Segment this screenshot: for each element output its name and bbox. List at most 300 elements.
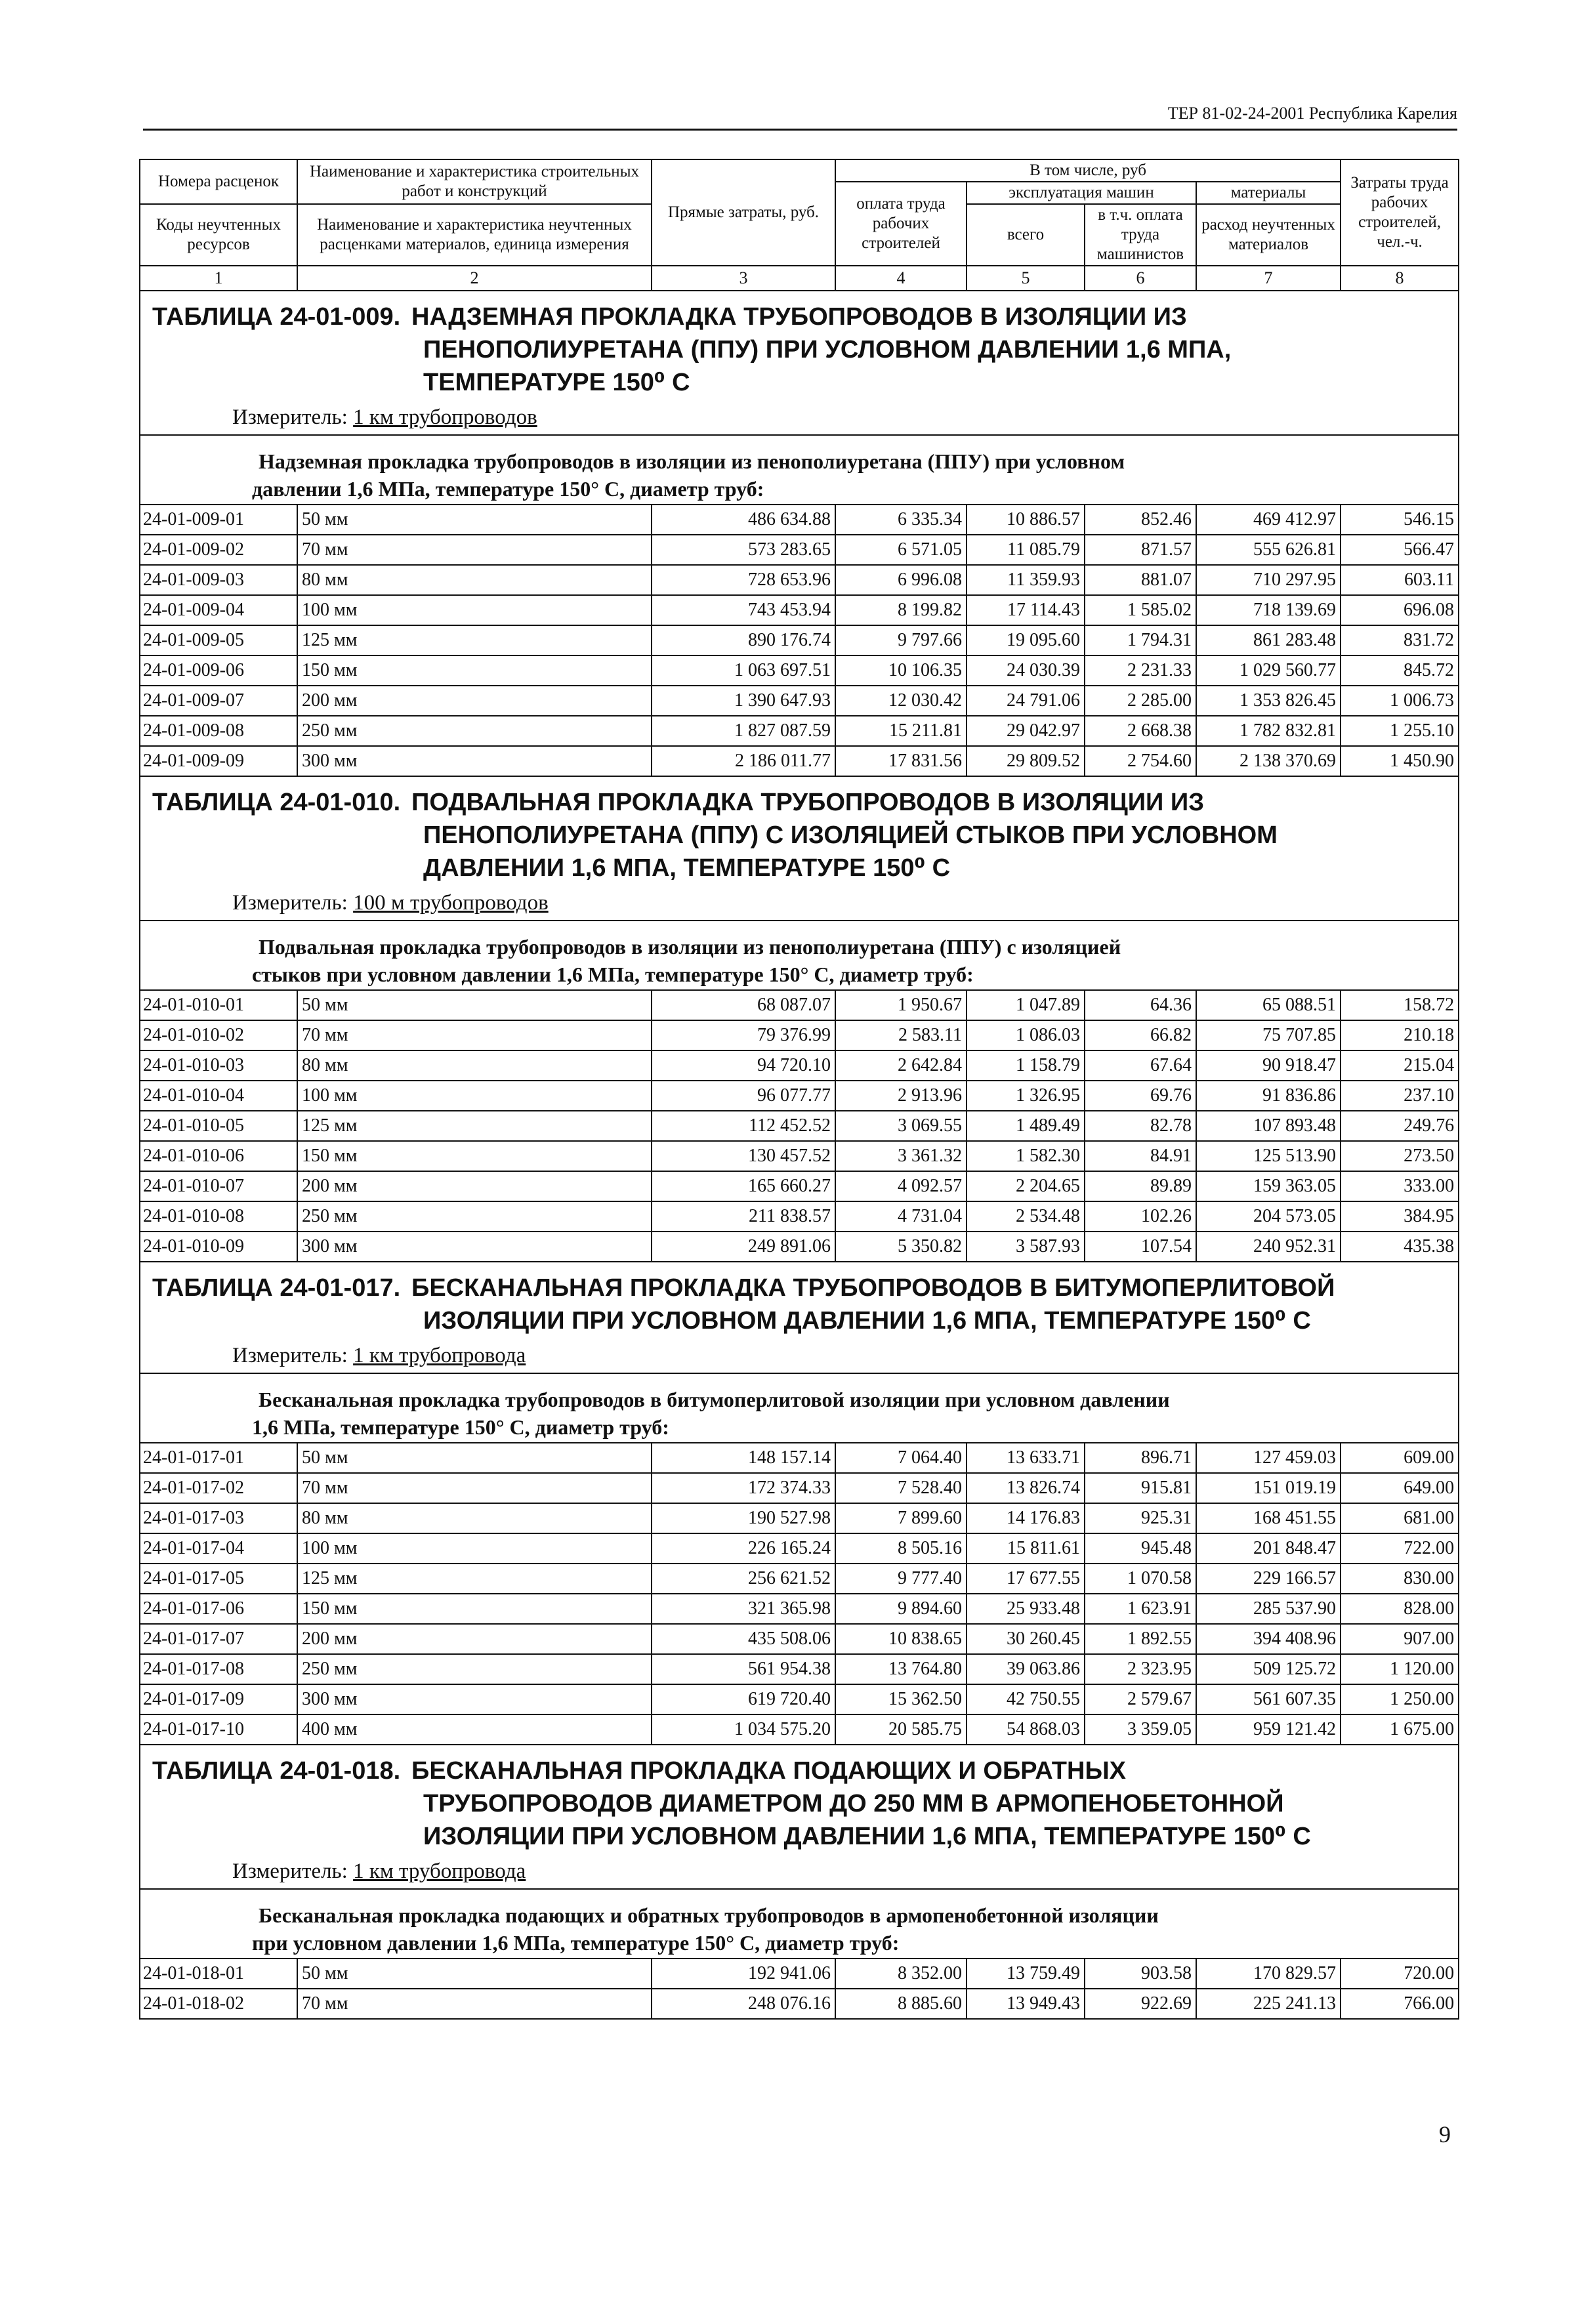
col-header-5: всего (967, 204, 1085, 266)
cost-value: 148 157.14 (652, 1443, 835, 1473)
cost-value: 649.00 (1341, 1473, 1459, 1503)
pipe-diameter: 250 мм (297, 1654, 652, 1684)
cost-value: 20 585.75 (835, 1714, 967, 1745)
table-row (140, 655, 1459, 686)
rate-code: 24-01-009-04 (140, 595, 297, 625)
cost-value: 3 359.05 (1085, 1714, 1196, 1745)
pipe-diameter: 250 мм (297, 716, 652, 746)
cost-value: 54 868.03 (967, 1714, 1085, 1745)
pipe-diameter: 150 мм (297, 1141, 652, 1171)
cost-value: 1 070.58 (1085, 1564, 1196, 1594)
cost-value: 469 412.97 (1196, 505, 1341, 535)
cost-value: 1 006.73 (1341, 686, 1459, 716)
measure-unit (140, 887, 1458, 920)
cost-value: 9 894.60 (835, 1594, 967, 1624)
cost-value: 159 363.05 (1196, 1171, 1341, 1201)
pipe-diameter: 80 мм (297, 1050, 652, 1081)
cost-value: 226 165.24 (652, 1533, 835, 1564)
table-row (140, 1564, 1459, 1594)
table-sections (139, 291, 1458, 2020)
cost-value: 8 885.60 (835, 1989, 967, 2019)
table-row (140, 1232, 1459, 1262)
rate-code: 24-01-009-01 (140, 505, 297, 535)
cost-value: 3 361.32 (835, 1141, 967, 1171)
cost-value: 215.04 (1341, 1050, 1459, 1081)
cost-value: 3 587.93 (967, 1232, 1085, 1262)
pipe-diameter: 200 мм (297, 686, 652, 716)
col-num: 1 (140, 266, 297, 291)
table-label: ТАБЛИЦА 24-01-010. (152, 789, 401, 816)
cost-value: 165 660.27 (652, 1171, 835, 1201)
table-row (140, 1171, 1459, 1201)
cost-value: 881.07 (1085, 565, 1196, 595)
col-header-1a: Номера расценок (140, 159, 297, 204)
cost-value: 2 668.38 (1085, 716, 1196, 746)
table-title-line: БЕСКАНАЛЬНАЯ ПРОКЛАДКА ПОДАЮЩИХ И ОБРАТНЫХ (411, 1757, 1127, 1785)
cost-value: 2 754.60 (1085, 746, 1196, 776)
table-title-line: ПЕНОПОЛИУРЕТАНА (ППУ) С ИЗОЛЯЦИЕЙ СТЫКОВ ПРИ УСЛОВНОМ (423, 821, 1278, 849)
pipe-diameter: 300 мм (297, 1232, 652, 1262)
cost-value: 509 125.72 (1196, 1654, 1341, 1684)
cost-value: 192 941.06 (652, 1959, 835, 1989)
cost-value: 68 087.07 (652, 990, 835, 1020)
cost-value: 915.81 (1085, 1473, 1196, 1503)
section-subtitle: Бесканальная прокладка трубопроводов в битумоперлитовой изоляции при условном давлении (259, 1388, 1170, 1411)
cost-value: 561 954.38 (652, 1654, 835, 1684)
cost-value: 766.00 (1341, 1989, 1459, 2019)
table-row (140, 1989, 1459, 2019)
table-row (140, 1503, 1459, 1533)
table-row (140, 535, 1459, 565)
cost-value: 718 139.69 (1196, 595, 1341, 625)
rate-code: 24-01-009-08 (140, 716, 297, 746)
measure-unit (140, 1856, 1458, 1888)
cost-value: 1 353 826.45 (1196, 686, 1341, 716)
table-label: ТАБЛИЦА 24-01-018. (152, 1757, 401, 1785)
pipe-diameter: 100 мм (297, 595, 652, 625)
cost-value: 1 892.55 (1085, 1624, 1196, 1654)
table-section (139, 1262, 1459, 1745)
table-title (140, 777, 1458, 887)
cost-value: 29 042.97 (967, 716, 1085, 746)
cost-value: 39 063.86 (967, 1654, 1085, 1684)
table-row (140, 1654, 1459, 1684)
pipe-diameter: 70 мм (297, 1020, 652, 1050)
pipe-diameter: 80 мм (297, 1503, 652, 1533)
cost-value: 1 390 647.93 (652, 686, 835, 716)
cost-value: 384.95 (1341, 1201, 1459, 1232)
cost-value: 561 607.35 (1196, 1684, 1341, 1714)
col-header-machines: эксплуатация машин (967, 182, 1196, 204)
cost-value: 168 451.55 (1196, 1503, 1341, 1533)
cost-value: 10 886.57 (967, 505, 1085, 535)
measure-label: Измеритель: (232, 891, 348, 915)
cost-value: 2 204.65 (967, 1171, 1085, 1201)
cost-value: 285 537.90 (1196, 1594, 1341, 1624)
measure-label: Измеритель: (232, 1344, 348, 1367)
cost-value: 94 720.10 (652, 1050, 835, 1081)
measure-value: 1 км трубопроводов (353, 405, 537, 429)
cost-value: 1 950.67 (835, 990, 967, 1020)
rate-code: 24-01-009-07 (140, 686, 297, 716)
cost-value: 2 579.67 (1085, 1684, 1196, 1714)
cost-value: 945.48 (1085, 1533, 1196, 1564)
cost-value: 922.69 (1085, 1989, 1196, 2019)
cost-value: 831.72 (1341, 625, 1459, 655)
cost-value: 249 891.06 (652, 1232, 835, 1262)
rate-code: 24-01-017-05 (140, 1564, 297, 1594)
cost-value: 125 513.90 (1196, 1141, 1341, 1171)
cost-value: 722.00 (1341, 1533, 1459, 1564)
table-title-line: БЕСКАНАЛЬНАЯ ПРОКЛАДКА ТРУБОПРОВОДОВ В БИТУМОПЕРЛИТОВОЙ (411, 1274, 1335, 1302)
table-row (140, 1714, 1459, 1745)
cost-value: 6 335.34 (835, 505, 967, 535)
cost-value: 603.11 (1341, 565, 1459, 595)
pipe-diameter: 125 мм (297, 1111, 652, 1141)
cost-value: 256 621.52 (652, 1564, 835, 1594)
cost-value: 1 255.10 (1341, 716, 1459, 746)
rate-code: 24-01-010-01 (140, 990, 297, 1020)
cost-value: 1 120.00 (1341, 1654, 1459, 1684)
cost-value: 13 633.71 (967, 1443, 1085, 1473)
table-row (140, 1684, 1459, 1714)
table-title (140, 291, 1458, 402)
table-row (140, 1533, 1459, 1564)
pipe-diameter: 125 мм (297, 625, 652, 655)
cost-value: 11 359.93 (967, 565, 1085, 595)
cost-value: 435 508.06 (652, 1624, 835, 1654)
cost-value: 75 707.85 (1196, 1020, 1341, 1050)
table-row (140, 595, 1459, 625)
cost-value: 248 076.16 (652, 1989, 835, 2019)
rate-code: 24-01-009-02 (140, 535, 297, 565)
cost-value: 273.50 (1341, 1141, 1459, 1171)
pipe-diameter: 200 мм (297, 1171, 652, 1201)
rate-code: 24-01-017-07 (140, 1624, 297, 1654)
col-header-materials: материалы (1196, 182, 1341, 204)
cost-value: 1 782 832.81 (1196, 716, 1341, 746)
cost-value: 9 777.40 (835, 1564, 967, 1594)
cost-value: 6 571.05 (835, 535, 967, 565)
cost-value: 4 731.04 (835, 1201, 967, 1232)
cost-value: 959 121.42 (1196, 1714, 1341, 1745)
cost-value: 211 838.57 (652, 1201, 835, 1232)
pipe-diameter: 250 мм (297, 1201, 652, 1232)
cost-value: 24 791.06 (967, 686, 1085, 716)
cost-value: 17 831.56 (835, 746, 967, 776)
table-title-line: ДАВЛЕНИИ 1,6 МПА, ТЕМПЕРАТУРЕ 150⁰ С (423, 854, 951, 882)
pipe-diameter: 300 мм (297, 746, 652, 776)
cost-value: 8 505.16 (835, 1533, 967, 1564)
cost-value: 42 750.55 (967, 1684, 1085, 1714)
pipe-diameter: 50 мм (297, 990, 652, 1020)
rate-code: 24-01-009-09 (140, 746, 297, 776)
section-subtitle: 1,6 МПа, температуре 150° С, диаметр труб: (252, 1415, 669, 1439)
cost-value: 25 933.48 (967, 1594, 1085, 1624)
pipe-diameter: 300 мм (297, 1684, 652, 1714)
cost-value: 237.10 (1341, 1081, 1459, 1111)
cost-value: 240 952.31 (1196, 1232, 1341, 1262)
cost-value: 65 088.51 (1196, 990, 1341, 1020)
cost-value: 64.36 (1085, 990, 1196, 1020)
cost-value: 151 019.19 (1196, 1473, 1341, 1503)
pipe-diameter: 125 мм (297, 1564, 652, 1594)
cost-value: 555 626.81 (1196, 535, 1341, 565)
rate-code: 24-01-010-07 (140, 1171, 297, 1201)
column-header (139, 159, 1459, 291)
table-row (140, 1443, 1459, 1473)
cost-value: 1 623.91 (1085, 1594, 1196, 1624)
table-row (140, 1594, 1459, 1624)
col-num: 7 (1196, 266, 1341, 291)
cost-value: 1 827 087.59 (652, 716, 835, 746)
table-row (140, 1624, 1459, 1654)
pipe-diameter: 400 мм (297, 1714, 652, 1745)
cost-value: 112 452.52 (652, 1111, 835, 1141)
rate-code: 24-01-009-03 (140, 565, 297, 595)
cost-value: 7 899.60 (835, 1503, 967, 1533)
table-title-line: ПОДВАЛЬНАЯ ПРОКЛАДКА ТРУБОПРОВОДОВ В ИЗОЛЯЦИИ ИЗ (411, 789, 1205, 816)
cost-value: 1 034 575.20 (652, 1714, 835, 1745)
cost-value: 896.71 (1085, 1443, 1196, 1473)
cost-value: 127 459.03 (1196, 1443, 1341, 1473)
cost-value: 321 365.98 (652, 1594, 835, 1624)
section-subtitle: давлении 1,6 МПа, температуре 150° С, диаметр труб: (252, 477, 764, 501)
cost-value: 229 166.57 (1196, 1564, 1341, 1594)
section-subtitle: Бесканальная прокладка подающих и обратных трубопроводов в армопенобетонной изоляции (259, 1903, 1159, 1927)
cost-value: 546.15 (1341, 505, 1459, 535)
table-row (140, 625, 1459, 655)
table-row (140, 1020, 1459, 1050)
rate-code: 24-01-018-01 (140, 1959, 297, 1989)
col-header-7: расход неучтенных материалов (1196, 204, 1341, 266)
cost-value: 830.00 (1341, 1564, 1459, 1594)
cost-value: 1 450.90 (1341, 746, 1459, 776)
table-section (139, 291, 1459, 777)
table-row (140, 1111, 1459, 1141)
table-title-line: ТРУБОПРОВОДОВ ДИАМЕТРОМ ДО 250 ММ В АРМОПЕНОБЕТОННОЙ (423, 1790, 1284, 1817)
col-num: 5 (967, 266, 1085, 291)
rate-code: 24-01-010-08 (140, 1201, 297, 1232)
col-header-4: оплата труда рабочих строителей (835, 182, 967, 266)
price-table (139, 159, 1458, 2020)
table-row (140, 1081, 1459, 1111)
measure-value: 1 км трубопровода (353, 1859, 526, 1883)
cost-value: 13 759.49 (967, 1959, 1085, 1989)
cost-value: 1 158.79 (967, 1050, 1085, 1081)
cost-value: 249.76 (1341, 1111, 1459, 1141)
document-header: ТЕР 81-02-24-2001 Республика Карелия (1167, 104, 1457, 123)
cost-value: 172 374.33 (652, 1473, 835, 1503)
col-header-group: В том числе, руб (835, 159, 1341, 182)
section-subtitle: Надземная прокладка трубопроводов в изоляции из пенополиуретана (ППУ) при условном (259, 449, 1125, 473)
rate-code: 24-01-009-05 (140, 625, 297, 655)
table-row (140, 1959, 1459, 1989)
cost-value: 130 457.52 (652, 1141, 835, 1171)
cost-value: 12 030.42 (835, 686, 967, 716)
cost-value: 2 534.48 (967, 1201, 1085, 1232)
col-header-2b: Наименование и характеристика неучтенных расценками материалов, единица измерения (297, 204, 652, 266)
cost-value: 2 583.11 (835, 1020, 967, 1050)
cost-value: 1 585.02 (1085, 595, 1196, 625)
table-row (140, 1473, 1459, 1503)
cost-value: 845.72 (1341, 655, 1459, 686)
section-subtitle: стыков при условном давлении 1,6 МПа, температуре 150° С, диаметр труб: (252, 963, 974, 986)
cost-value: 871.57 (1085, 535, 1196, 565)
cost-value: 19 095.60 (967, 625, 1085, 655)
cost-value: 13 764.80 (835, 1654, 967, 1684)
page-number: 9 (1439, 2121, 1451, 2148)
rate-code: 24-01-010-09 (140, 1232, 297, 1262)
col-num: 4 (835, 266, 967, 291)
cost-value: 2 323.95 (1085, 1654, 1196, 1684)
cost-value: 24 030.39 (967, 655, 1085, 686)
table-title (140, 1262, 1458, 1340)
table-title (140, 1745, 1458, 1856)
cost-value: 13 826.74 (967, 1473, 1085, 1503)
section-subtitle: при условном давлении 1,6 МПа, температуре 150° С, диаметр труб: (252, 1931, 900, 1955)
cost-value: 394 408.96 (1196, 1624, 1341, 1654)
col-num: 2 (297, 266, 652, 291)
pipe-diameter: 200 мм (297, 1624, 652, 1654)
pipe-diameter: 150 мм (297, 1594, 652, 1624)
header-rule (143, 129, 1457, 131)
cost-value: 710 297.95 (1196, 565, 1341, 595)
cost-value: 79 376.99 (652, 1020, 835, 1050)
cost-value: 2 285.00 (1085, 686, 1196, 716)
col-num: 3 (652, 266, 835, 291)
cost-value: 1 086.03 (967, 1020, 1085, 1050)
cost-value: 13 949.43 (967, 1989, 1085, 2019)
cost-value: 69.76 (1085, 1081, 1196, 1111)
table-row (140, 716, 1459, 746)
table-title-line: ИЗОЛЯЦИИ ПРИ УСЛОВНОМ ДАВЛЕНИИ 1,6 МПА, ТЕМПЕРАТУРЕ 150⁰ С (423, 1307, 1311, 1335)
cost-value: 7 064.40 (835, 1443, 967, 1473)
table-row (140, 686, 1459, 716)
rate-code: 24-01-017-06 (140, 1594, 297, 1624)
table-row (140, 1201, 1459, 1232)
cost-value: 29 809.52 (967, 746, 1085, 776)
table-title-line: ТЕМПЕРАТУРЕ 150⁰ С (423, 369, 690, 396)
table-row (140, 565, 1459, 595)
section-subtitle: Подвальная прокладка трубопроводов в изоляции из пенополиуретана (ППУ) с изоляцией (259, 935, 1121, 959)
pipe-diameter: 70 мм (297, 1473, 652, 1503)
cost-value: 828.00 (1341, 1594, 1459, 1624)
cost-value: 170 829.57 (1196, 1959, 1341, 1989)
rate-code: 24-01-017-03 (140, 1503, 297, 1533)
measure-label: Измеритель: (232, 1859, 348, 1883)
cost-value: 2 642.84 (835, 1050, 967, 1081)
cost-value: 15 211.81 (835, 716, 967, 746)
cost-value: 2 138 370.69 (1196, 746, 1341, 776)
table-title-line: НАДЗЕМНАЯ ПРОКЛАДКА ТРУБОПРОВОДОВ В ИЗОЛЯЦИИ ИЗ (411, 303, 1187, 331)
cost-value: 17 114.43 (967, 595, 1085, 625)
cost-value: 7 528.40 (835, 1473, 967, 1503)
rate-code: 24-01-017-08 (140, 1654, 297, 1684)
cost-value: 1 063 697.51 (652, 655, 835, 686)
table-title-line: ИЗОЛЯЦИИ ПРИ УСЛОВНОМ ДАВЛЕНИИ 1,6 МПА, ТЕМПЕРАТУРЕ 150⁰ С (423, 1823, 1311, 1850)
cost-value: 67.64 (1085, 1050, 1196, 1081)
rate-code: 24-01-017-01 (140, 1443, 297, 1473)
cost-value: 15 362.50 (835, 1684, 967, 1714)
col-header-8: Затраты труда рабочих строителей, чел.-ч. (1341, 159, 1459, 266)
cost-value: 8 352.00 (835, 1959, 967, 1989)
table-row (140, 990, 1459, 1020)
table-row (140, 1050, 1459, 1081)
table-label: ТАБЛИЦА 24-01-009. (152, 303, 401, 331)
cost-value: 107 893.48 (1196, 1111, 1341, 1141)
rate-code: 24-01-017-02 (140, 1473, 297, 1503)
cost-value: 1 250.00 (1341, 1684, 1459, 1714)
cost-value: 1 675.00 (1341, 1714, 1459, 1745)
pipe-diameter: 70 мм (297, 535, 652, 565)
rate-code: 24-01-017-04 (140, 1533, 297, 1564)
cost-value: 84.91 (1085, 1141, 1196, 1171)
cost-value: 158.72 (1341, 990, 1459, 1020)
cost-value: 907.00 (1341, 1624, 1459, 1654)
rate-code: 24-01-018-02 (140, 1989, 297, 2019)
cost-value: 696.08 (1341, 595, 1459, 625)
table-section (139, 1745, 1459, 2020)
cost-value: 720.00 (1341, 1959, 1459, 1989)
table-row (140, 746, 1459, 776)
col-num: 8 (1341, 266, 1459, 291)
col-num: 6 (1085, 266, 1196, 291)
cost-value: 107.54 (1085, 1232, 1196, 1262)
col-header-1b: Коды неучтенных ресурсов (140, 204, 297, 266)
pipe-diameter: 100 мм (297, 1533, 652, 1564)
pipe-diameter: 50 мм (297, 1443, 652, 1473)
cost-value: 89.89 (1085, 1171, 1196, 1201)
pipe-diameter: 100 мм (297, 1081, 652, 1111)
cost-value: 201 848.47 (1196, 1533, 1341, 1564)
cost-value: 2 913.96 (835, 1081, 967, 1111)
rate-code: 24-01-010-02 (140, 1020, 297, 1050)
cost-value: 435.38 (1341, 1232, 1459, 1262)
table-row (140, 505, 1459, 535)
cost-value: 204 573.05 (1196, 1201, 1341, 1232)
measure-unit (140, 1340, 1458, 1373)
cost-value: 1 029 560.77 (1196, 655, 1341, 686)
cost-value: 6 996.08 (835, 565, 967, 595)
cost-value: 11 085.79 (967, 535, 1085, 565)
pipe-diameter: 150 мм (297, 655, 652, 686)
pipe-diameter: 70 мм (297, 1989, 652, 2019)
cost-value: 210.18 (1341, 1020, 1459, 1050)
cost-value: 5 350.82 (835, 1232, 967, 1262)
cost-value: 573 283.65 (652, 535, 835, 565)
cost-value: 8 199.82 (835, 595, 967, 625)
cost-value: 2 186 011.77 (652, 746, 835, 776)
cost-value: 486 634.88 (652, 505, 835, 535)
pipe-diameter: 50 мм (297, 505, 652, 535)
cost-value: 1 489.49 (967, 1111, 1085, 1141)
cost-value: 1 326.95 (967, 1081, 1085, 1111)
cost-value: 1 582.30 (967, 1141, 1085, 1171)
cost-value: 890 176.74 (652, 625, 835, 655)
cost-value: 190 527.98 (652, 1503, 835, 1533)
measure-unit (140, 402, 1458, 434)
table-title-line: ПЕНОПОЛИУРЕТАНА (ППУ) ПРИ УСЛОВНОМ ДАВЛЕНИИ 1,6 МПА, (423, 336, 1232, 363)
cost-value: 90 918.47 (1196, 1050, 1341, 1081)
rate-code: 24-01-010-06 (140, 1141, 297, 1171)
rate-code: 24-01-010-03 (140, 1050, 297, 1081)
cost-value: 681.00 (1341, 1503, 1459, 1533)
measure-value: 100 м трубопроводов (353, 891, 549, 915)
cost-value: 91 836.86 (1196, 1081, 1341, 1111)
cost-value: 30 260.45 (967, 1624, 1085, 1654)
cost-value: 17 677.55 (967, 1564, 1085, 1594)
